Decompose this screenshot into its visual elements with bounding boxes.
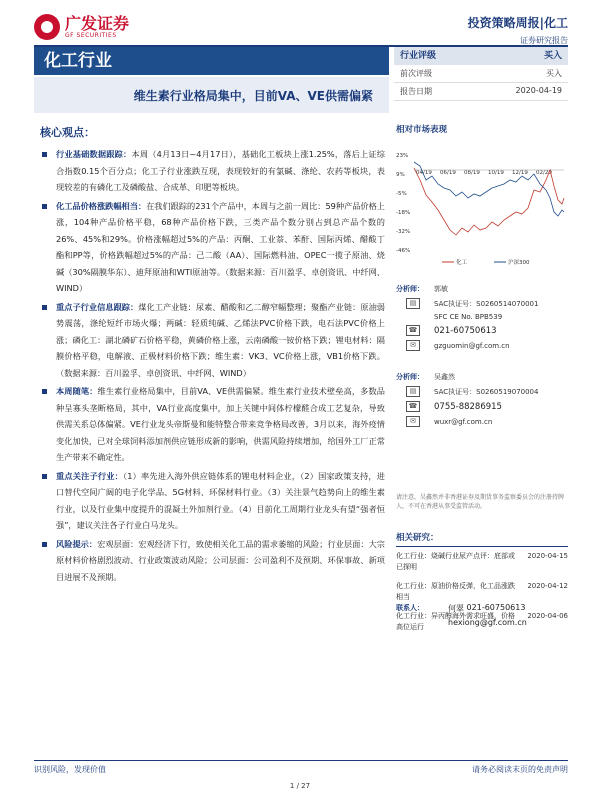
previous-rating-row [394,65,568,83]
analyst-label: 分析师： [396,373,424,381]
related-item-title: 化工行业：异丙醇海外需求旺盛，价格高位运行 [396,612,515,631]
sfc-number: SFC CE No. BPB539 [434,313,503,321]
x-tick: 10/19 [488,170,504,176]
logo [34,14,129,40]
bullet-lead: 重点子行业信息跟踪： [56,301,139,312]
report-date-row [394,83,568,101]
x-tick: 06/19 [440,170,456,176]
bullet-basic-data [40,146,385,196]
x-tick: 04/19 [416,170,432,176]
analyst-2 [396,372,568,427]
bullet-prices [40,198,385,297]
rating-box [394,47,568,101]
core-views [40,146,385,587]
bullet-lead: 行业基础数据跟踪： [56,149,132,159]
id-card-icon: ▤ [406,386,420,397]
relative-performance-chart [394,140,568,268]
rating-label: 行业评级 [400,51,437,61]
phone-number[interactable]: 0755-88286915 [434,401,502,412]
core-views-title: 核心观点： [40,126,95,139]
contact-name: 何翠 [448,604,464,613]
x-tick: 12/19 [512,170,528,176]
phone-icon: ☎ [406,401,420,412]
bullet-risks [40,536,385,586]
rating-value: 买入 [543,51,562,61]
bullet-text: 本周（4月13日~4月17日），基础化工板块上涨1.25%，落后上证综合指数0.15个百分点；化工子行业涨跌互现，表现较好的有氯碱、涤纶、农药等板块，表现较差的有磷化工及磷酸盐、合成革、印肥等板块。 [56,149,385,192]
sac-number: SAC执证号：S0260514070001 [434,299,539,308]
y-tick: 23% [396,153,409,159]
report-headline: 维生素行业格局集中，目前VA、VE供需偏紧 [34,77,389,113]
previous-rating-value: 买入 [546,69,562,78]
legend-csi300: 沪深300 [508,260,530,266]
bullet-text: 维生素行业格局集中，目前VA、VE供需偏紧。维生素行业技术壁垒高，多数品种呈寡头垄断格局，其中，VA行业高度集中，加上关键中间体柠檬醛合成工艺复杂，导致供需关系总体偏紧。VE行业龙头帝斯曼和能特整合带来竞争格局改善，3月以来，海外疫情变化加快，已对全球饲料添加剂供应链形成新的影响，供需风险持续增加，给国外工厂正常生产带来不确定性。 [56,386,385,462]
rating-header [394,47,568,65]
report-date-label: 报告日期 [400,87,432,96]
related-item-date: 2020-04-12 [527,582,568,590]
series-chemical-line [414,168,564,235]
bullet-weekly-note [40,383,385,466]
bullet-lead: 重点关注子行业： [56,470,123,481]
phone-number[interactable]: 021-60750613 [434,325,497,336]
related-item-date: 2020-04-06 [527,612,568,620]
phone-icon: ☎ [406,325,420,336]
bullet-lead: 本周随笔： [56,386,98,396]
y-tick: -5% [396,191,407,197]
bullet-sub-industries [40,299,385,382]
x-tick: 02/20 [536,170,552,176]
report-type: 投资策略周报|化工 [467,16,568,30]
x-tick: 08/19 [464,170,480,176]
footer-slogan: 识别风险，发现价值 [34,765,106,774]
contact-block [396,603,568,631]
bullet-focus [40,468,385,534]
bullet-text: 宏观层面：宏观经济下行，致使相关化工品的需求萎缩的风险；行业层面：大宗原材料价格剧烈波动、行业政策波动风险；公司层面：公司盈利不及预期、环保事故、新项目进展不及预期。 [56,538,385,582]
report-header [468,14,568,46]
footer-divider [34,760,568,761]
y-tick: -46% [396,248,411,254]
analyst-label: 分析师： [396,285,424,293]
bullet-lead: 风险提示： [56,538,98,549]
related-item-title: 化工行业：烧碱行业尿产点评：底部或已探明 [396,552,515,571]
email-address[interactable]: wuxr@gf.com.cn [434,417,493,426]
sac-number: SAC执证号：S0260519070004 [434,387,539,396]
report-date-value: 2020-04-19 [515,86,562,95]
contact-email[interactable]: hexiong@gf.com.cn [448,618,527,627]
email-icon: ✉ [406,416,420,427]
id-card-icon: ▤ [406,298,420,309]
email-icon: ✉ [406,340,420,351]
contact-label: 联系人： [396,604,424,612]
related-item-date: 2020-04-15 [527,552,568,560]
report-category: 证券研究报告 [520,36,568,45]
bullet-lead: 化工品价格涨跌幅相当： [56,200,147,211]
legend-chemical: 化工 [456,260,468,266]
analyst-1 [396,284,568,351]
logo-icon [34,14,60,40]
page-number: 1 / 27 [289,782,311,790]
contact-phone[interactable]: 021-60750613 [466,603,526,612]
y-tick: -18% [396,210,411,216]
logo-text: 广发证券 [65,13,130,33]
analyst-name: 郭敏 [434,285,448,293]
related-item-title: 化工行业：原油价格反弹，化工品涨跌相当 [396,582,515,601]
bullet-text: 在我们跟踪的231个产品中，本周与之前一周比：59种产品价格上涨，104种产品价格平稳，68种产品价格下跌，三类产品个数分别占到总产品个数的26%、45%和29%。价格涨幅超过5%的产品：丙酮、工业萘、苯酐、国际丙烯、醋酸丁酯和PP等，价格跌幅超过5%的产品：己二酸（AA）、国际燃料油、OPEC一揽子原油、烧碱（30%隔膜华东）、迪拜原油和WTI原油等。（数据来源：百川盈孚、卓创资讯、中纤网、WIND） [56,200,385,293]
related-item[interactable] [396,547,568,577]
disclaimer: 请注意，吴鑫然并非香港证券及期货事务监察委员会的注册持牌人，不可在香港从事受监管活动。 [396,494,565,510]
bullet-text: （1）率先进入海外供应链体系的锂电材料企业，（2）国家政策支持，进口替代空间广阔的电子化学品、5G材料、环保材料行业。（3）关注景气趋势向上的维生素行业，以及行业集中度提升的混凝土外加剂行业。（4）目前化工周期行业龙头有望“强者恒强”，建议关注各子行业白马龙头。 [56,470,385,530]
y-tick: 9% [396,172,405,178]
previous-rating-label: 前次评级 [400,69,432,78]
email-address[interactable]: gzguomin@gf.com.cn [434,341,510,350]
industry-banner: 化工行业 [34,47,389,75]
analyst-name: 吴鑫然 [434,373,455,381]
bullet-text: 煤化工产业链：尿素、醋酸和乙二醇窄幅整理；聚酯产业链：原油弱势震荡，涤纶短纤市场火爆；两碱：轻质纯碱、乙烯法PVC价格下跌，电石法PVC价格上涨；磷化工：湖北磷矿石价格平稳，黄磷价格上涨，云南磷酸一铵价格下跌；锂电材料：隔膜价格平稳，电解液、正极材料价格下跌；维生素：VK3、VC价格上涨，VB1价格下跌。（数据来源：百川盈孚、卓创资讯、中纤网、WIND） [56,301,385,378]
logo-english: GF SECURITIES [65,31,117,39]
chart-title: 相对市场表现 [396,125,448,135]
y-tick: -32% [396,229,411,235]
related-research-title: 相关研究： [396,533,439,543]
footer-disclaimer-note: 请务必阅读末页的免责声明 [472,765,568,774]
